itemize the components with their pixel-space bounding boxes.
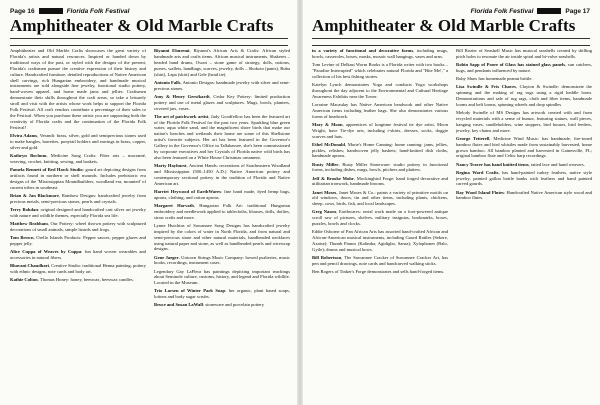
paragraph: Mary & Moon, apprentices of longtime festival tie dye artist, Moon Wright, have Tie-dye arts, including t-shirts, dresses, socks, doggie scarves and hats. [312,121,448,139]
page-header [471,6,590,16]
paragraph: Katelyn Lynch demonstrates Yoga and conducts Yoga workshops throughout the day adjacent to the Environmental and Cultural Heritage Awareness Exhibits near the Tower. [312,81,448,99]
paragraph: Margaret Horvath, Hungarian Folk Art: traditional Hungarian embroidery and needlework applied to tablecloths, blouses, dolls, doilies, straw crafts and more. [154,202,290,220]
vendor-name: Elvira Adams [10,132,38,138]
paragraph: Tom Levine of Delkast Worm Books is a Florida writer with two books – "Paradise Interrupted" which celebrates natural Florida and "Bite Me!," a collection of his best fishing stories. [312,62,448,79]
paragraph: Lorraine Macaulay has Native American beadwork and other Native American items including leather bags. She also demonstrates various forms of beadwork. [312,101,448,119]
paragraph: Lynne Hutchins of Sawannee Song Designs has handcrafted jewelry inspired by the colors of water in North Florida, and from natural and semi-precious stone and other natural materials, handbeaded necklaces using natural paper and stone, as well as handbeaded pearls and wirewrap designs. [154,222,290,252]
paragraph: Nancy Traver has hand knitted items, tatted lace and hand weavers. [456,161,585,167]
paragraph: Trio Larsen of Winter Park Soap: her organic, plant based soaps, lotions and body sugar scrubs. [154,288,290,300]
vendor-name: Kathie Colton [10,276,38,282]
paragraph: Greg Nason, Earthwares: serial work made on a foot-powered antique scroll saw of pictures, shelves, military insignias, bookmarks, boxes, puzzles, bowls and clocks. [312,209,448,227]
section-name: Florida Folk Festival [470,7,534,15]
vendor-name: Rusty Miller [312,161,339,167]
paragraph: Elvira Adams, Verandi: brass, silver, gold and semiprecious stones used to make bangles, barrettes, ponytail holders and earrings in brass, copper, silver and gold. [10,132,146,150]
right-page-column-2 [456,48,592,401]
paragraph: The art of patchwork artist, Judy Goodfellow has been the featured art of the Florida Folk Festival for the past two years. Sparkling blue green water, aqua white sand, and the magnificent shore birds that make our nation's beaches and wetlands their home are some of this Shellstone artist's favorite subjects. Her art has been featured in the Governor's Gallery in the Governor's Office in Tallahassee, she's been commissioned by corporate executives and her Crystals of Florida native wild birds has also been featured on a White House Christmas ornament. [154,113,290,160]
page-title: Amphitheater & Old Marble Crafts [312,16,576,35]
paragraph: Brian & Jan Blackmore, Rainbow Designs: handcrafted jewelry from precious metals, semi-precious stones, pearls and crystals. [10,192,146,204]
vendor-name: Bruce and Susan LaWall [154,302,203,308]
title-rule-top [312,38,590,39]
vendor-name: Ethel McDonald [312,141,345,147]
paragraph: Kathie Colton, Thomas Honey: honey, beeswax, beeswax candles. [10,276,134,282]
paragraph: Amphitheater and Old Marble Crafts showcases the great variety of Florida's artists and natural resources. Inspired or handed down by traditional ways of the past, or styled with the designs of the present, Florida's craftsmen pursue the creative expression of their history and culture. Handcrafted furniture, detailed reproductions of Native American shell carvings, rich Hungarian embroidery, and handmade musical instruments are sold alongside fine jewelry, functional studio pottery, hand-woven apparel, and home made jams and jellies. Craftsmen demonstrate their skills throughout the craft areas, so take a leisurely stroll and visit with the artists whose work helps to support the Florida Folk Festival. All craft vendors contribute a percentage of their sales to the Festival. When you purchase these artists you are supporting both the creativity of Florida crafts and the continuation of the Florida Folk Festival! [10,48,146,130]
left-page-column-2 [154,48,290,401]
paragraph: Gene Jaeger, Unicorn Strings Music Company: bowed psalteries, music books, recordings, instrument cases. [154,254,290,266]
vendor-name: Jeff & Brooke Mohr [312,175,354,181]
paragraph: Alice Cuppa of Weaves by Cuppa: fun hand woven wearables and accessories in natural fibers. [10,248,146,260]
vendor-name: Regina Ward Crafts [456,169,499,175]
vendor-name: Brian & Jan Blackmore [10,192,59,198]
paragraph: Rusty Miller, Rusty Miller Stoneware: studio pottery in functional forms, including dishes, mugs, bowls, pitchers and platters. [312,161,448,173]
vendor-name: Kathryn Bochum [10,152,47,158]
paragraph: Ethel McDonald, Marie's Home Canning: home canning: jams, jellies, pickles, relishes; handwoven jelly baskets; hand-knitted dish cloths, handmade aprons. [312,141,448,159]
page-number: Page 16 [10,7,35,15]
vendor-name: Greg Nason [312,209,336,215]
paragraph: Marty Hayhurst, Ancient Hands: recreations of Southeastern Woodland and Mississippian (500–1450 A.D.) Native American pottery and contemporary sectional pottery in the tradition of Florida and Native American art. [154,163,290,186]
section-name: Florida Folk Festival [66,7,130,15]
paragraph: Tom Brown, Orello Islands Products: Pepper sauces, pepper glazes and pepper jelly. [10,234,146,246]
paragraph: Bill Rozier of Seashell Music has musical seashells created by drilling pitch holes to resonate the air inside spiral and bi-valve seashells. [456,48,592,59]
vendor-name: Robin Sapp of Poore of Glass has stained glass panels [456,62,566,67]
vendor-name: Ray Wood Island Flutes [456,189,504,195]
vendor-name: Matthew Brabham [10,220,48,226]
header-bar [537,8,561,14]
vendor-name: Alice Cuppa of Weaves by Cuppa [10,248,82,254]
paragraph: Regina Ward Crafts, has hand-painted turkey feathers, native style jewelry, painted gallon bottle banks with feathers and hand painted carved gourds. [456,169,592,187]
paragraph: Biyanni Ehuremi, Biyanni's African Arts & Crafts: African styled handmade arts and crafts items. African musical instruments. Shakeres – beaded hand drums, Owari – stone game of strategy, dolls, notions, purses, wallets, handbags, scarves, jewelry, dolls – Shokoto (pants), Buba (shirt), Lapa (skirt) and Gele (head tie). [154,48,290,77]
paragraph: Jeff & Brooke Mohr, Mockingbird Forge: hand forged decorative and utilitarian ironwork, handmade brooms. [312,175,448,187]
paragraph: Pamela Bennett of Red Hawk Studio: gourd art depicting designs from artifacts found in northern or shell mounds. Includes prehistoric era designs of the 'Mississippian Moundbuilders, woodland era, mounted' of current tribes in southeast. [10,166,146,190]
page-header [10,6,129,16]
vendor-name: Bhavani Chaudhari [10,262,49,268]
paragraph: Bill Robertson, The Suwannee Cracker of Suwannee Cracker Art, has pen and pencil drawings, note cards and handcarved walking sticks. [312,255,448,267]
vendor-name: Mary & Moon [312,121,343,127]
vendor-name: in a variety of functional and decorative forms [312,48,414,53]
page-number: Page 17 [565,7,590,15]
paragraph: Ruby Shaw has homemade peanut brittle. [456,76,533,81]
paragraph: Matthew Brabham, Our Pottery: wheel thrown pottery with sculptured decorations of small animals, simple lizards and frogs. [10,220,146,232]
paragraph: Amy & Henry Gerstkardt, Cedar Key Pottery: limited production pottery and use of metal glazes and sculptures. Mugs, bowls, planters, covered jars, vases. [154,93,290,111]
header-bar [39,8,63,14]
page-title: Amphitheater & Old Marble Crafts [10,16,274,35]
vendor-name: Tom Brown [10,234,34,240]
paragraph: Ben Rogers of Tinker's Forge demonstrates and sells hand-forged items. [312,269,445,275]
vendor-name: Antonio Falls [154,79,181,85]
vendor-name: Harriet Heywood of EarthWares [154,188,221,194]
vendor-name: Terry Bohdan [10,206,38,212]
left-page [0,0,298,405]
vendor-name: Lisa Swindle & Fris Chaves [456,84,516,90]
vendor-name: Janet Moses [312,189,337,195]
vendor-name: Pamela Bennett of Red Hawk Studio [10,166,83,172]
vendor-name: Bill Robertson [312,255,342,261]
paragraph: Eddie Osborne of Pan African Arts has assorted hand-crafted African and African-American musical instruments, including Gourd Rattles (Sekere, Axatse); Thumb Pianos (Kalimba, Agidigbo, Sansa); Xylophones (Balo, Gyile); drums and musical bows. [312,229,448,253]
vendor-name: Margaret Horvath [154,202,194,208]
vendor-name: Nancy Traver has hand knitted items [456,161,529,167]
paragraph: Robin Sapp of Poore of Glass has stained glass panels, sun catchers, hugs, and pendants influenced by nature. [456,62,592,73]
paragraph: Ray Wood Island Flutes: Handcrafted Native American style wood and bamboo flutes. [456,189,592,201]
vendor-name: The art of patchwork artist [154,113,209,119]
paragraph: in a variety of functional and decorative forms, including mugs, bowls, casseroles, boxes, masks, mosaic wall hangings, vases and urns. [312,48,448,59]
paragraph: Melody Swindle of MS Designs has artwork created with and from recycled materials with a sense of humor, featuring statues, wall pieces, hanging vases, candleholders, wine stoppers, bird houses, bird feeders, jewelry, key chains and more. [456,109,592,133]
paragraph: Janet Moses, Janet Moses & Co.: paints a variety of primitive motifs on old windows, doors, tin and other items, including plants, chickens, sheep, cows, birds, fish, and local landscapes. [312,189,448,207]
vendor-name: Biyanni Ehuremi [154,48,190,53]
text-columns [10,48,290,401]
paragraph: George Tetterell, Medicine Wind Music: has handmade, fire-toned bamboo flutes and bird whistles made from sustainably harvested, home grown bamboo. All bamboo planted and harvested in Gainesville, FL; original bamboo flute and Celtic harp recordings. [456,135,592,159]
paragraph: Kathryn Bochum, Medicine Song Crafts: Fiber arts – macramé, weaving, crochet, knitting, sewing, and baskets. [10,152,146,164]
paragraph: Lisa Swindle & Fris Chaves, Clayton & Swindle: demonstrate the spinning and the making of rag rugs using a rigid heddle loom. Demonstrations and sale of rug rags, cloth and fiber items, handmade looms and belt looms, spinning wheels and drop spindles. [456,84,592,107]
vendor-name: Gene Jaeger [154,254,179,260]
left-page-column-1 [10,48,146,401]
right-page [302,0,600,405]
title-rule-top [10,38,288,39]
paragraph: Terry Bohdan: original designed and handcrafted cast silver art jewelry with nature and wildlife themes, especially Florida sea life. [10,206,146,218]
paragraph: Harriet Heywood of EarthWares: fine hand made, dyed hemp bags, aprons, clothing, and cotton aprons. [154,188,290,200]
vendor-name: Amy & Henry Gerstkardt [154,93,210,99]
title-rule-bottom [312,45,590,46]
paragraph: Bhavani Chaudhari, Creative Studio: traditional Henna painting, pottery with ethnic designs, note cards and body art. [10,262,146,274]
right-page-column-1 [312,48,448,401]
paragraph: Legendary Gay LaFleur has paintings depicting important teachings about Seminole culture, customs, history, and legend and Florida wildlife. Located in the Museum. [154,268,290,286]
text-columns [312,48,592,401]
title-rule-bottom [10,45,288,46]
paragraph: Antonio Falls, Antonio Designs: handmade jewelry with silver and semi-precious stones. [154,79,290,91]
vendor-name: Trio Larsen of Winter Park Soap [154,288,226,294]
vendor-name: Marty Hayhurst [154,163,187,169]
vendor-name: George Tetterell [456,135,490,141]
paragraph: Bruce and Susan LaWall: stoneware and porcelain pottery [154,302,265,308]
